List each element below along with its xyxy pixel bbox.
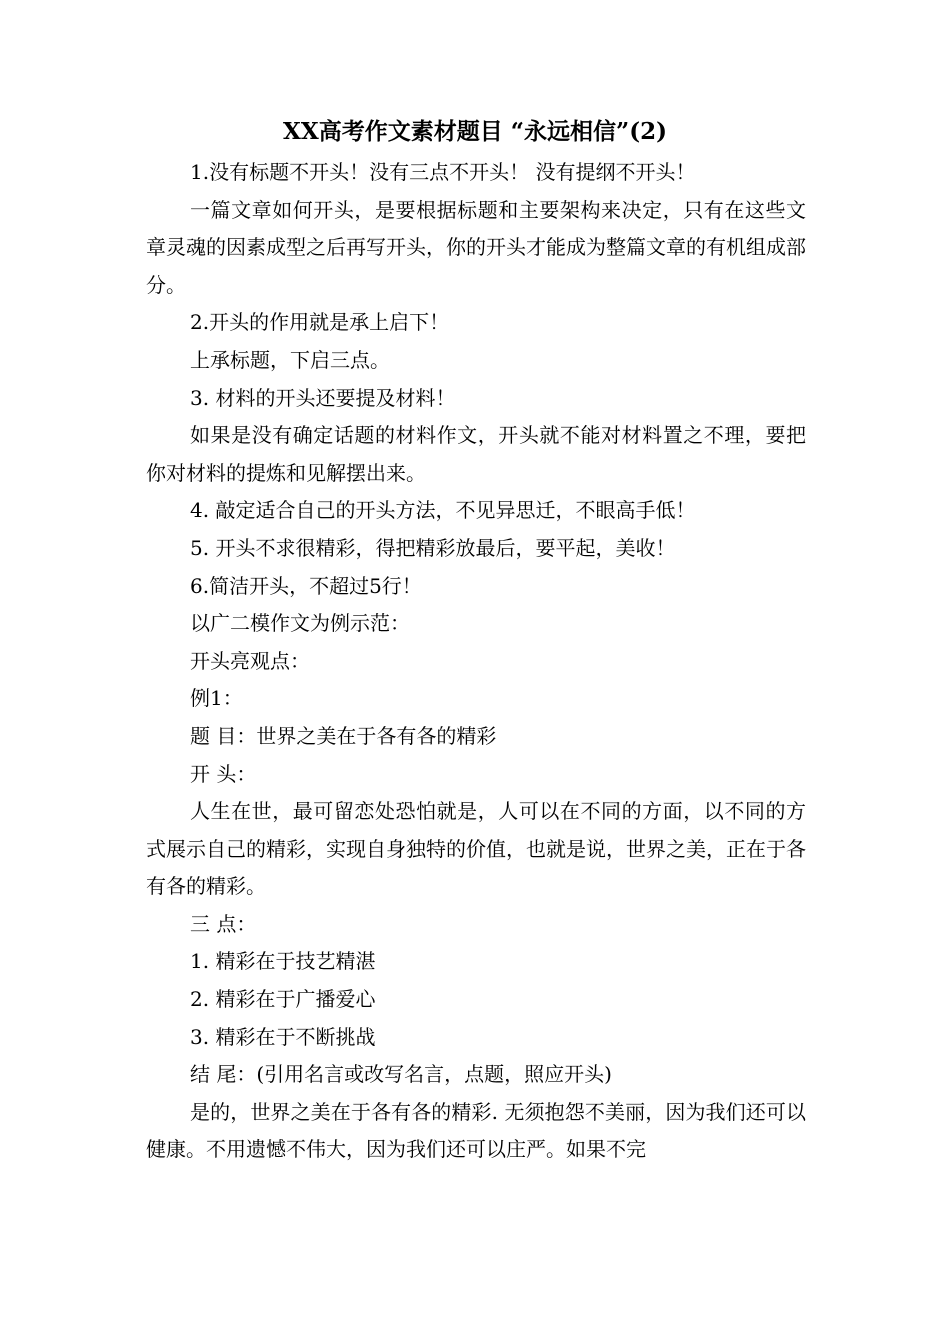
paragraph: 5. 开头不求很精彩，得把精彩放最后，要平起，美收！ [190, 535, 676, 560]
paragraph: 题 目：世界之美在于各有各的精彩 [190, 723, 497, 748]
paragraph: 1.没有标题不开头！没有三点不开头！ 没有提纲不开头！ [190, 160, 696, 184]
paragraph: 三 点： [190, 911, 257, 936]
paragraph: 结 尾：(引用名言或改写名言，点题，照应开头) [190, 1062, 612, 1087]
paragraph: 例1： [190, 686, 243, 711]
paragraph: 一篇文章如何开头，是要根据标题和主要架构来决定，只有在这些文章灵魂的因素成型之后再写开头，你的开头才能成为整篇文章的有机组成部分。 [146, 197, 806, 297]
paragraph: 以广二模作文为例示范： [190, 611, 410, 636]
document-title: XX高考作文素材题目 “永远相信”(2) [283, 118, 667, 145]
paragraph: 1. 精彩在于技艺精湛 [190, 949, 376, 974]
paragraph: 如果是没有确定话题的材料作文，开头就不能对材料置之不理，要把你对材料的提炼和见解摆出来。 [146, 423, 806, 485]
document-body [146, 154, 806, 1169]
paragraph: 4. 敲定适合自己的开头方法，不见异思迁，不眼高手低！ [190, 498, 696, 523]
paragraph: 开头亮观点： [190, 648, 310, 673]
paragraph: 2. 精彩在于广播爱心 [190, 987, 376, 1012]
paragraph: 3. 精彩在于不断挑战 [190, 1024, 376, 1049]
paragraph: 上承标题，下启三点。 [190, 347, 390, 372]
paragraph: 6.简洁开头，不超过5行！ [190, 573, 422, 598]
paragraph: 2.开头的作用就是承上启下！ [190, 310, 450, 335]
paragraph: 3. 材料的开头还要提及材料！ [190, 385, 456, 410]
paragraph: 是的，世界之美在于各有各的精彩. 无须抱怨不美丽，因为我们还可以健康。不用遗憾不伟大，因为我们还可以庄严。如果不完 [146, 1099, 806, 1162]
paragraph: 人生在世，最可留恋处恐怕就是，人可以在不同的方面，以不同的方式展示自己的精彩，实现自身独特的价值，也就是说，世界之美，正在于各有各的精彩。 [146, 799, 806, 899]
paragraph: 开 头： [190, 761, 257, 786]
